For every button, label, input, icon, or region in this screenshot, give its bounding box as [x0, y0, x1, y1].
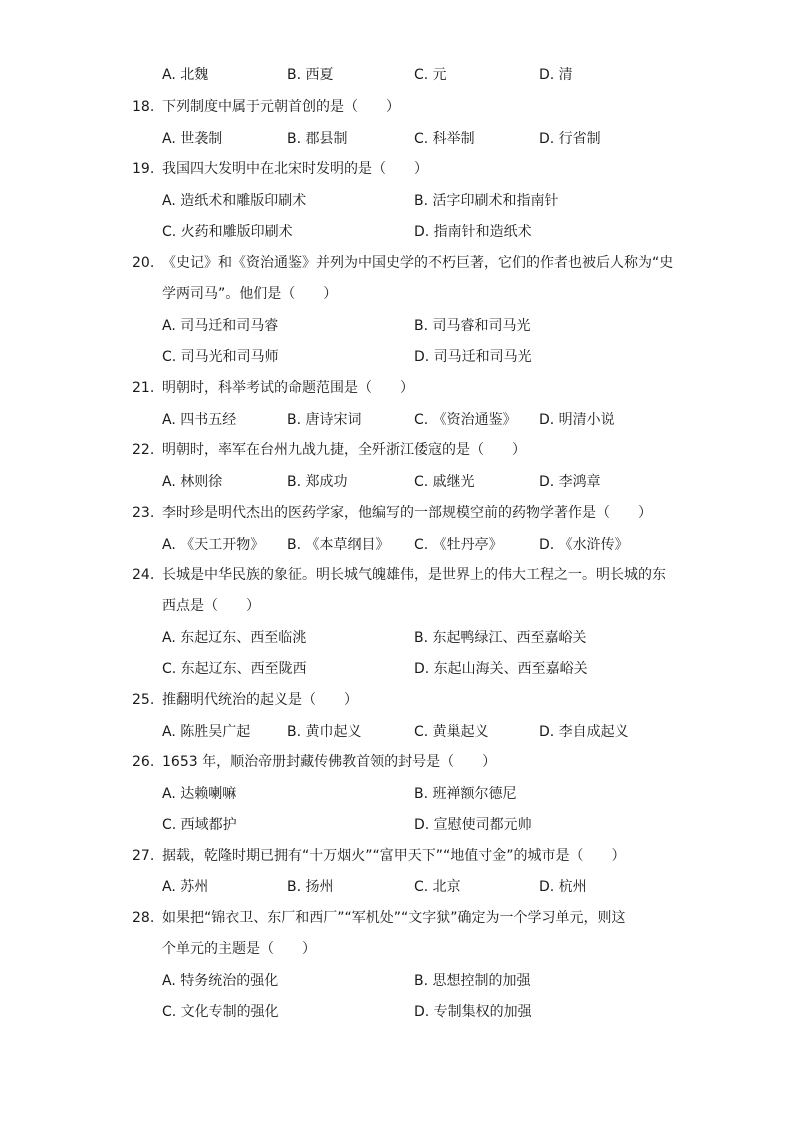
option-b: B. 东起鸭绿江、西至嘉峪关	[414, 630, 587, 646]
option-c: C. 西域都护	[162, 817, 237, 833]
option-b: B. 西夏	[287, 67, 334, 83]
option-d: D. 司马迁和司马光	[414, 349, 532, 365]
option-c: C. 《资治通鉴》	[414, 412, 517, 428]
option-d: D. 明清小说	[539, 412, 615, 428]
option-c: C. 北京	[414, 879, 461, 895]
option-c: C. 文化专制的强化	[162, 1004, 279, 1020]
option-a: A. 《天工开物》	[162, 537, 265, 553]
question-stem-line-1: 长城是中华民族的象征。明长城气魄雄伟，是世界上的伟大工程之一。明长城的东	[162, 567, 666, 583]
option-d: D. 清	[539, 67, 573, 83]
option-a: A. 特务统治的强化	[162, 973, 279, 989]
question-stem: 1653 年，顺治帝册封藏传佛教首领的封号是（ ）	[162, 754, 497, 770]
option-c: C. 黄巢起义	[414, 724, 489, 740]
option-d: D. 专制集权的加强	[414, 1004, 532, 1020]
option-a: A. 达赖喇嘛	[162, 786, 237, 802]
option-b: B. 郑成功	[287, 474, 348, 490]
question-number: 24.	[132, 567, 155, 583]
option-a: A. 世袭制	[162, 131, 223, 147]
option-d: D. 行省制	[539, 131, 601, 147]
option-c: C. 《牡丹亭》	[414, 537, 503, 553]
question-stem: 李时珍是明代杰出的医药学家，他编写的一部规模空前的药物学著作是（ ）	[162, 505, 652, 521]
question-number: 23.	[132, 505, 155, 521]
option-a: A. 苏州	[162, 879, 209, 895]
question-stem-line-1: 如果把“锦衣卫、东厂和西厂”“军机处”“文字狱”确定为一个学习单元，则这	[162, 910, 626, 926]
option-d: D. 《水浒传》	[539, 537, 629, 553]
question-stem: 推翻明代统治的起义是（ ）	[162, 692, 358, 708]
question-stem-line-2: 西点是（ ）	[162, 598, 260, 614]
option-c: C. 司马光和司马师	[162, 349, 279, 365]
question-stem: 明朝时，科举考试的命题范围是（ ）	[162, 380, 414, 396]
option-c: C. 科举制	[414, 131, 475, 147]
option-a: A. 北魏	[162, 67, 209, 83]
option-b: B. 《本草纲目》	[287, 537, 390, 553]
option-a: A. 陈胜吴广起	[162, 724, 251, 740]
question-stem-line-1: 《史记》和《资治通鉴》并列为中国史学的不朽巨著，它们的作者也被后人称为“史	[162, 255, 674, 271]
option-a: A. 司马迁和司马睿	[162, 318, 279, 334]
option-a: A. 造纸术和雕版印刷术	[162, 193, 307, 209]
question-stem-line-2: 学两司马”。他们是（ ）	[162, 286, 338, 302]
option-c: C. 火药和雕版印刷术	[162, 224, 293, 240]
option-d: D. 杭州	[539, 879, 587, 895]
option-c: C. 戚继光	[414, 474, 475, 490]
question-number: 18.	[132, 99, 155, 115]
question-number: 27.	[132, 848, 155, 864]
option-d: D. 宣慰使司都元帅	[414, 817, 532, 833]
question-number: 20.	[132, 255, 155, 271]
question-stem: 据载，乾隆时期已拥有“十万烟火”“富甲天下”“地值寸金”的城市是（ ）	[162, 848, 626, 864]
option-a: A. 四书五经	[162, 412, 237, 428]
option-a: A. 林则徐	[162, 474, 223, 490]
question-number: 19.	[132, 161, 155, 177]
option-b: B. 唐诗宋词	[287, 412, 362, 428]
option-d: D. 李鸿章	[539, 474, 601, 490]
option-b: B. 黄巾起义	[287, 724, 362, 740]
question-number: 22.	[132, 442, 155, 458]
option-c: C. 元	[414, 67, 447, 83]
question-number: 25.	[132, 692, 155, 708]
question-stem: 下列制度中属于元朝首创的是（ ）	[162, 99, 400, 115]
option-b: B. 扬州	[287, 879, 334, 895]
question-number: 28.	[132, 910, 155, 926]
option-d: D. 东起山海关、西至嘉峪关	[414, 661, 588, 677]
option-b: B. 思想控制的加强	[414, 973, 531, 989]
question-stem: 我国四大发明中在北宋时发明的是（ ）	[162, 161, 428, 177]
option-c: C. 东起辽东、西至陇西	[162, 661, 307, 677]
option-b: B. 活字印刷术和指南针	[414, 193, 559, 209]
option-d: D. 指南针和造纸术	[414, 224, 532, 240]
option-d: D. 李自成起义	[539, 724, 629, 740]
question-stem: 明朝时，率军在台州九战九捷，全歼浙江倭寇的是（ ）	[162, 442, 526, 458]
question-number: 21.	[132, 380, 155, 396]
question-number: 26.	[132, 754, 155, 770]
question-stem-line-2: 个单元的主题是（ ）	[162, 941, 316, 957]
option-a: A. 东起辽东、西至临洮	[162, 630, 307, 646]
option-b: B. 班禅额尔德尼	[414, 786, 517, 802]
option-b: B. 司马睿和司马光	[414, 318, 531, 334]
option-b: B. 郡县制	[287, 131, 348, 147]
